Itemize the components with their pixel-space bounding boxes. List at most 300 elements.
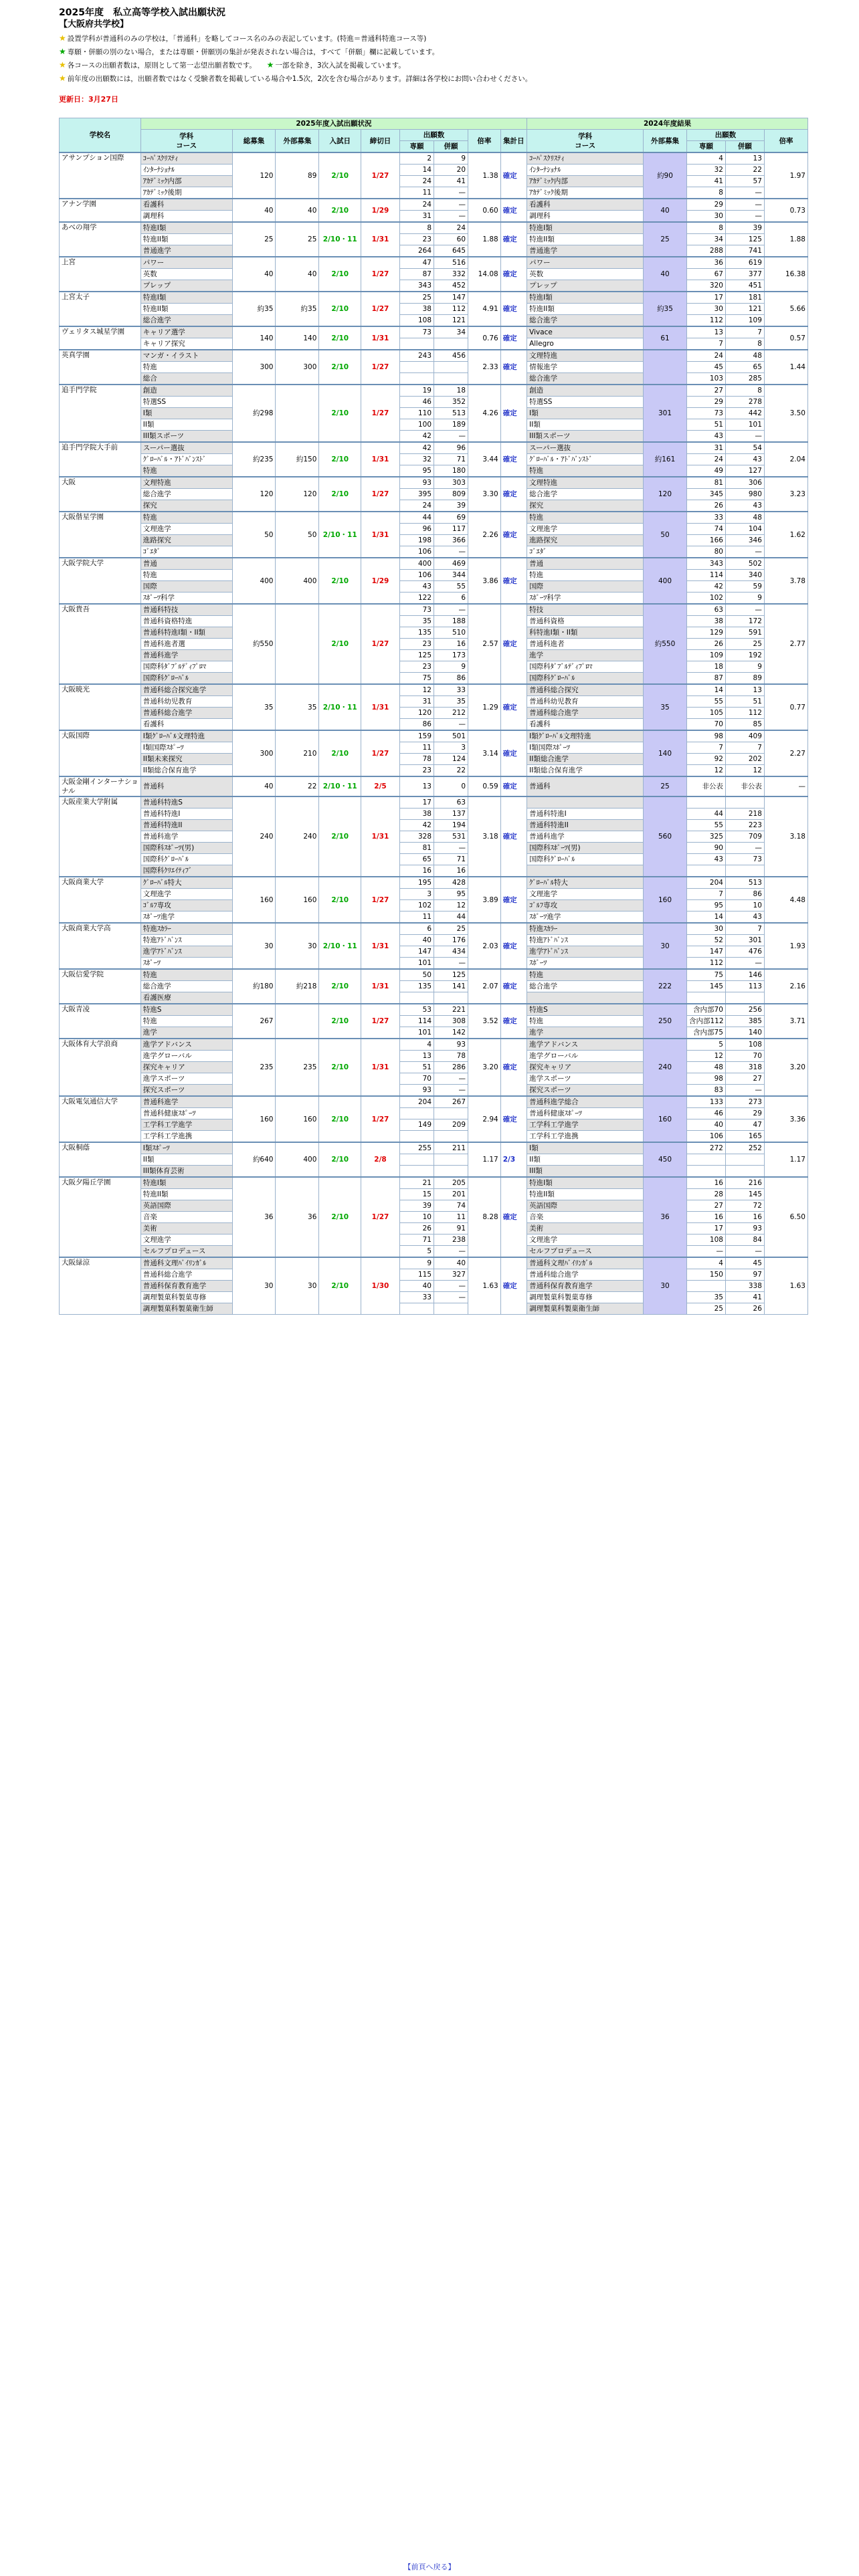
school-name: 大阪青凌 bbox=[60, 1004, 141, 1039]
hei24-count: 218 bbox=[725, 809, 764, 820]
hei24-count: 741 bbox=[725, 245, 764, 257]
sen24-count: 27 bbox=[686, 385, 725, 397]
sen24-count: 108 bbox=[686, 1235, 725, 1246]
sen24-count: 75 bbox=[686, 969, 725, 981]
external-cell: 約35 bbox=[276, 292, 319, 326]
heigan-count: 452 bbox=[434, 280, 468, 292]
ratio-cell: 2.57 bbox=[468, 604, 501, 684]
heigan-count: 3 bbox=[434, 742, 468, 754]
exam-date: 2/10 bbox=[319, 1142, 361, 1177]
sen24-count bbox=[686, 1281, 725, 1292]
course24-name: 探究 bbox=[527, 500, 644, 512]
heigan-count: 91 bbox=[434, 1223, 468, 1235]
sen24-count: 129 bbox=[686, 627, 725, 639]
table-row bbox=[60, 304, 808, 315]
external-cell: 40 bbox=[276, 257, 319, 292]
course24-name: 工学科工学進携 bbox=[527, 1131, 644, 1143]
capacity-cell: 30 bbox=[232, 923, 276, 969]
tally-cell: 確定 bbox=[500, 1257, 527, 1315]
course-name: 普通科幼児教育 bbox=[140, 696, 232, 708]
hei24-count: 591 bbox=[725, 627, 764, 639]
heigan-count: — bbox=[434, 719, 468, 731]
sengan-count: 43 bbox=[399, 581, 434, 593]
ratio24-cell: 5.66 bbox=[764, 292, 807, 326]
sengan-count: 40 bbox=[399, 1281, 434, 1292]
exam-date: 2/10 bbox=[319, 292, 361, 326]
course-name: 普通科進学 bbox=[140, 831, 232, 843]
table-row bbox=[60, 719, 808, 731]
heigan-count: 44 bbox=[434, 911, 468, 924]
course-name: プレップ bbox=[140, 280, 232, 292]
course24-name: II類総合進学 bbox=[527, 754, 644, 765]
hei24-count bbox=[725, 1166, 764, 1178]
course24-name: 美術 bbox=[527, 1223, 644, 1235]
heigan-count: 211 bbox=[434, 1142, 468, 1154]
sengan-count: 73 bbox=[399, 326, 434, 338]
table-row bbox=[60, 1200, 808, 1212]
sen24-count: 98 bbox=[686, 1073, 725, 1085]
hei24-count: 73 bbox=[725, 854, 764, 865]
tally-cell: 確定 bbox=[500, 923, 527, 969]
course-name: 進学アドバンス bbox=[140, 1039, 232, 1051]
heigan-count: — bbox=[434, 1281, 468, 1292]
ratio24-cell: 3.36 bbox=[764, 1096, 807, 1142]
course-name: I類ｽﾎﾟｰﾂ bbox=[140, 1142, 232, 1154]
school-name: 大阪商業大学高 bbox=[60, 923, 141, 969]
sen24-count: 288 bbox=[686, 245, 725, 257]
heigan-count: 39 bbox=[434, 500, 468, 512]
ext24-cell: 40 bbox=[644, 257, 687, 292]
sengan-count bbox=[399, 1108, 434, 1119]
ratio-cell: 1.38 bbox=[468, 152, 501, 199]
heigan-count: — bbox=[434, 431, 468, 443]
sengan-count: 87 bbox=[399, 269, 434, 280]
course-name: 特進S bbox=[140, 1004, 232, 1016]
sen24-count: 32 bbox=[686, 165, 725, 176]
course-name: ｱｶﾃﾞﾐｯｸ後期 bbox=[140, 187, 232, 199]
sen24-count: 14 bbox=[686, 684, 725, 696]
hei24-count: 980 bbox=[725, 489, 764, 500]
heigan-count: 212 bbox=[434, 708, 468, 719]
table-row bbox=[60, 969, 808, 981]
course-name: 探究 bbox=[140, 500, 232, 512]
close-date: 1/27 bbox=[361, 604, 400, 684]
sen24-count: 29 bbox=[686, 397, 725, 408]
hei24-count bbox=[725, 992, 764, 1004]
table-row bbox=[60, 454, 808, 465]
ratio24-cell: 1.62 bbox=[764, 512, 807, 558]
sen24-count: 325 bbox=[686, 831, 725, 843]
sengan-count bbox=[399, 373, 434, 385]
sengan-count: 23 bbox=[399, 639, 434, 650]
course24-name: 英数 bbox=[527, 269, 644, 280]
table-row bbox=[60, 831, 808, 843]
school-name: アナン学園 bbox=[60, 199, 141, 222]
heigan-count: 125 bbox=[434, 969, 468, 981]
close-date: 1/31 bbox=[361, 222, 400, 257]
ext24-cell: 450 bbox=[644, 1142, 687, 1177]
course-name: 探究キャリア bbox=[140, 1062, 232, 1073]
course-name: II類 bbox=[140, 419, 232, 431]
close-date: 1/27 bbox=[361, 350, 400, 385]
ext24-cell: 250 bbox=[644, 1004, 687, 1039]
course-name: 看護医療 bbox=[140, 992, 232, 1004]
sen24-count: 31 bbox=[686, 442, 725, 454]
sengan-count: 106 bbox=[399, 546, 434, 558]
sengan-count: 108 bbox=[399, 315, 434, 327]
course-name: 特選SS bbox=[140, 397, 232, 408]
sen24-count: 17 bbox=[686, 292, 725, 304]
table-row bbox=[60, 187, 808, 199]
course24-name: 普通科進者 bbox=[527, 639, 644, 650]
hei24-count bbox=[725, 1154, 764, 1166]
hei24-count: 84 bbox=[725, 1235, 764, 1246]
table-row bbox=[60, 338, 808, 350]
hei24-count: 409 bbox=[725, 730, 764, 742]
close-date: 1/27 bbox=[361, 1096, 400, 1142]
course-name: 文理特進 bbox=[140, 477, 232, 489]
heigan-count: 531 bbox=[434, 831, 468, 843]
hei24-count: 13 bbox=[725, 152, 764, 165]
capacity-cell: 300 bbox=[232, 730, 276, 776]
close-date: 1/31 bbox=[361, 923, 400, 969]
col-external: 外部募集 bbox=[276, 130, 319, 153]
back-link[interactable]: 【前頁へ戻る】 bbox=[403, 2563, 456, 2571]
table-row bbox=[60, 854, 808, 865]
exam-date: 2/10 bbox=[319, 199, 361, 222]
tally-cell: 確定 bbox=[500, 199, 527, 222]
capacity-cell: 35 bbox=[232, 684, 276, 730]
exam-date: 2/10・11 bbox=[319, 776, 361, 796]
capacity-cell: 400 bbox=[232, 558, 276, 604]
ext24-cell: 約35 bbox=[644, 292, 687, 326]
course24-name: II類 bbox=[527, 1154, 644, 1166]
ratio-cell: 2.94 bbox=[468, 1096, 501, 1142]
sengan-count: 31 bbox=[399, 211, 434, 223]
heigan-count: 93 bbox=[434, 1039, 468, 1051]
ratio24-cell: 1.17 bbox=[764, 1142, 807, 1177]
ratio-cell: 2.03 bbox=[468, 923, 501, 969]
close-date: 1/27 bbox=[361, 877, 400, 923]
sengan-count: 95 bbox=[399, 465, 434, 477]
sen24-count: 30 bbox=[686, 923, 725, 935]
exam-date: 2/10 bbox=[319, 1096, 361, 1142]
hei24-count: 8 bbox=[725, 338, 764, 350]
hei24-count: 9 bbox=[725, 593, 764, 605]
sengan-count bbox=[399, 1166, 434, 1178]
ext24-cell: 35 bbox=[644, 684, 687, 730]
hei24-count: 8 bbox=[725, 385, 764, 397]
course-name: 総合進学 bbox=[140, 981, 232, 992]
sengan-count: 75 bbox=[399, 673, 434, 685]
course-name: 工学科工学進学 bbox=[140, 1119, 232, 1131]
school-name: 大阪商業大学 bbox=[60, 877, 141, 923]
sengan-count: 86 bbox=[399, 719, 434, 731]
sengan-count: 122 bbox=[399, 593, 434, 605]
sen24-count: 106 bbox=[686, 1131, 725, 1143]
table-row bbox=[60, 1051, 808, 1062]
capacity-cell: 約235 bbox=[232, 442, 276, 477]
course24-name: I類ｸﾞﾛｰﾊﾞﾙ文理特進 bbox=[527, 730, 644, 742]
heigan-count: 501 bbox=[434, 730, 468, 742]
external-cell: 140 bbox=[276, 326, 319, 350]
hei24-count: 145 bbox=[725, 1189, 764, 1200]
hei24-count: 442 bbox=[725, 408, 764, 419]
sen24-count: 343 bbox=[686, 558, 725, 570]
course24-name: 特進 bbox=[527, 1016, 644, 1027]
sengan-count: 40 bbox=[399, 935, 434, 946]
heigan-count: 20 bbox=[434, 165, 468, 176]
heigan-count: 9 bbox=[434, 152, 468, 165]
sengan-count: 102 bbox=[399, 900, 434, 911]
course24-name: 特進 bbox=[527, 512, 644, 524]
course-name: 進学ｱﾄﾞﾊﾞﾝｽ bbox=[140, 946, 232, 958]
hei24-count: 113 bbox=[725, 981, 764, 992]
hei24-count: 513 bbox=[725, 877, 764, 889]
course24-name: 普通科進学 bbox=[527, 831, 644, 843]
external-cell: 120 bbox=[276, 477, 319, 512]
hei24-count: 48 bbox=[725, 350, 764, 362]
ext24-cell: 140 bbox=[644, 730, 687, 776]
course24-name: Allegro bbox=[527, 338, 644, 350]
course24-name: 特技 bbox=[527, 604, 644, 616]
sen24-count: 含内部70 bbox=[686, 1004, 725, 1016]
sen24-count: 112 bbox=[686, 958, 725, 970]
sen24-count: 92 bbox=[686, 754, 725, 765]
table-row bbox=[60, 581, 808, 593]
course-name: 総合進学 bbox=[140, 489, 232, 500]
exam-date: 2/10・11 bbox=[319, 923, 361, 969]
course-name: ｺﾞｴﾀﾞ bbox=[140, 546, 232, 558]
close-date: 2/5 bbox=[361, 776, 400, 796]
course24-name: 普通科 bbox=[527, 776, 644, 796]
course-name: 普通科 bbox=[140, 776, 232, 796]
table-row bbox=[60, 1027, 808, 1039]
sen24-count: 28 bbox=[686, 1189, 725, 1200]
sen24-count: 81 bbox=[686, 477, 725, 489]
ext24-cell: 400 bbox=[644, 558, 687, 604]
ratio24-cell: 2.16 bbox=[764, 969, 807, 1004]
capacity-cell: 25 bbox=[232, 222, 276, 257]
external-cell: 50 bbox=[276, 512, 319, 558]
hei24-count: 216 bbox=[725, 1177, 764, 1189]
heigan-count: 513 bbox=[434, 408, 468, 419]
admissions-table-wrap bbox=[59, 118, 808, 1315]
table-row bbox=[60, 1142, 808, 1154]
table-row bbox=[60, 199, 808, 211]
sengan-count: 24 bbox=[399, 176, 434, 187]
hei24-count: 101 bbox=[725, 419, 764, 431]
school-name: 大阪暁光 bbox=[60, 684, 141, 730]
course-name: 普通科総合探究進学 bbox=[140, 684, 232, 696]
ext24-cell: 240 bbox=[644, 1039, 687, 1096]
sengan-count: 46 bbox=[399, 397, 434, 408]
hei24-count: 43 bbox=[725, 500, 764, 512]
heigan-count bbox=[434, 373, 468, 385]
ratio-cell: 3.14 bbox=[468, 730, 501, 776]
course-name: 普通 bbox=[140, 558, 232, 570]
close-date: 1/27 bbox=[361, 152, 400, 199]
exam-date: 2/10 bbox=[319, 796, 361, 877]
heigan-count: 12 bbox=[434, 900, 468, 911]
table-row bbox=[60, 489, 808, 500]
sen24-count: 150 bbox=[686, 1269, 725, 1281]
exam-date: 2/10 bbox=[319, 326, 361, 350]
hei24-count: 25 bbox=[725, 639, 764, 650]
tally-cell: 確定 bbox=[500, 1096, 527, 1142]
school-name: 大阪国際 bbox=[60, 730, 141, 776]
sengan-count: 243 bbox=[399, 350, 434, 362]
course-name: 特進II類 bbox=[140, 1189, 232, 1200]
heigan-count: 117 bbox=[434, 524, 468, 535]
course-name: 国際科ﾀﾞﾌﾞﾙﾃﾞｨﾌﾟﾛﾏ bbox=[140, 661, 232, 673]
sen24-count: 5 bbox=[686, 1039, 725, 1051]
ext24-cell: 約550 bbox=[644, 604, 687, 684]
capacity-cell: 約550 bbox=[232, 604, 276, 684]
sen24-count: 26 bbox=[686, 639, 725, 650]
ext24-cell: 25 bbox=[644, 776, 687, 796]
course-name: I類ｸﾞﾛｰﾊﾞﾙ文理特進 bbox=[140, 730, 232, 742]
tally-cell: 確定 bbox=[500, 152, 527, 199]
heigan-count: 25 bbox=[434, 923, 468, 935]
tally-cell: 確定 bbox=[500, 877, 527, 923]
heigan-count bbox=[434, 362, 468, 373]
table-row bbox=[60, 684, 808, 696]
course24-name: I類国際ｽﾎﾟｰﾂ bbox=[527, 742, 644, 754]
sen24-count: 67 bbox=[686, 269, 725, 280]
hei24-count: 127 bbox=[725, 465, 764, 477]
table-row bbox=[60, 754, 808, 765]
ratio-cell: 0.60 bbox=[468, 199, 501, 222]
heigan-count: 22 bbox=[434, 765, 468, 777]
hei24-count: 7 bbox=[725, 326, 764, 338]
sen24-count: — bbox=[686, 1246, 725, 1258]
course-name: 普通科特進S bbox=[140, 796, 232, 809]
table-row bbox=[60, 1016, 808, 1027]
ratio24-cell: 2.27 bbox=[764, 730, 807, 776]
col-ratio: 倍率 bbox=[468, 130, 501, 153]
course-name: 特進I類 bbox=[140, 222, 232, 234]
external-cell: 160 bbox=[276, 1096, 319, 1142]
col-capacity: 総募集 bbox=[232, 130, 276, 153]
heigan-count: 141 bbox=[434, 981, 468, 992]
course24-name: 普通科保育教育進学 bbox=[527, 1281, 644, 1292]
ratio24-cell: 3.18 bbox=[764, 796, 807, 877]
sen24-count: 36 bbox=[686, 257, 725, 269]
sen24-count: 16 bbox=[686, 1177, 725, 1189]
sengan-count: 53 bbox=[399, 1004, 434, 1016]
course-name: ｽﾎﾟｰﾂ進学 bbox=[140, 911, 232, 924]
col-sengan: 専願 bbox=[399, 141, 434, 153]
course24-name: プレップ bbox=[527, 280, 644, 292]
table-row bbox=[60, 981, 808, 992]
table-row bbox=[60, 616, 808, 627]
exam-date: 2/10 bbox=[319, 350, 361, 385]
hei24-count: 104 bbox=[725, 524, 764, 535]
hei24-count: 59 bbox=[725, 581, 764, 593]
header bbox=[59, 7, 808, 112]
external-cell: 36 bbox=[276, 1177, 319, 1257]
region-title: 【大阪府共学校】 bbox=[59, 19, 129, 29]
tally-cell: 2/3 bbox=[500, 1142, 527, 1177]
col-tally: 集計日 bbox=[500, 130, 527, 153]
table-row bbox=[60, 546, 808, 558]
hei24-count: 93 bbox=[725, 1223, 764, 1235]
table-row bbox=[60, 245, 808, 257]
course24-name: パワー bbox=[527, 257, 644, 269]
tally-cell: 確定 bbox=[500, 512, 527, 558]
hei24-count: 26 bbox=[725, 1303, 764, 1315]
heigan-count: 6 bbox=[434, 593, 468, 605]
course24-name: 普通科幼児教育 bbox=[527, 696, 644, 708]
tally-cell: 確定 bbox=[500, 442, 527, 477]
heigan-count: 33 bbox=[434, 684, 468, 696]
course24-name: 普通科総合探究 bbox=[527, 684, 644, 696]
external-cell: 160 bbox=[276, 877, 319, 923]
hei24-count: 278 bbox=[725, 397, 764, 408]
ext24-cell: 25 bbox=[644, 222, 687, 257]
close-date: 1/27 bbox=[361, 730, 400, 776]
heigan-count: 516 bbox=[434, 257, 468, 269]
exam-date: 2/10 bbox=[319, 1004, 361, 1039]
heigan-count: 63 bbox=[434, 796, 468, 809]
external-cell: 22 bbox=[276, 776, 319, 796]
course24-name: II類 bbox=[527, 419, 644, 431]
hei24-count: 223 bbox=[725, 820, 764, 831]
sengan-count bbox=[399, 362, 434, 373]
table-row bbox=[60, 809, 808, 820]
course24-name: 特進II類 bbox=[527, 234, 644, 245]
ratio24-cell: 0.77 bbox=[764, 684, 807, 730]
sen24-count: 45 bbox=[686, 362, 725, 373]
course-name: 特進II類 bbox=[140, 234, 232, 245]
hei24-count: 85 bbox=[725, 719, 764, 731]
sen24-count: 98 bbox=[686, 730, 725, 742]
course-name: 国際 bbox=[140, 581, 232, 593]
exam-date: 2/10・11 bbox=[319, 512, 361, 558]
table-row bbox=[60, 269, 808, 280]
hei24-count: 51 bbox=[725, 696, 764, 708]
course24-name bbox=[527, 992, 644, 1004]
course-name: スーパー選抜 bbox=[140, 442, 232, 454]
capacity-cell: 約35 bbox=[232, 292, 276, 326]
sengan-count: 44 bbox=[399, 512, 434, 524]
sengan-count: 395 bbox=[399, 489, 434, 500]
school-name: ヴェリタス城星学園 bbox=[60, 326, 141, 350]
hei24-count: 181 bbox=[725, 292, 764, 304]
capacity-cell: 40 bbox=[232, 199, 276, 222]
course-name: I類国際ｽﾎﾟｰﾂ bbox=[140, 742, 232, 754]
tally-cell: 確定 bbox=[500, 776, 527, 796]
table-row bbox=[60, 776, 808, 796]
course-name: パワー bbox=[140, 257, 232, 269]
course24-name: 進学ｱﾄﾞﾊﾞﾝｽ bbox=[527, 946, 644, 958]
close-date: 1/27 bbox=[361, 257, 400, 292]
hei24-count: 301 bbox=[725, 935, 764, 946]
exam-date: 2/10 bbox=[319, 969, 361, 1004]
heigan-count: 205 bbox=[434, 1177, 468, 1189]
heigan-count: 352 bbox=[434, 397, 468, 408]
sen24-count: 87 bbox=[686, 673, 725, 685]
sen24-count: 90 bbox=[686, 843, 725, 854]
table-row bbox=[60, 992, 808, 1004]
table-row bbox=[60, 1223, 808, 1235]
course-name: 普通科進学 bbox=[140, 1096, 232, 1108]
note-3: ★ 各コースの出願者数は，原則として第一志望出願者数です。 ★ 一部を除き，3次入試を掲載しています。 bbox=[59, 60, 405, 70]
table-row bbox=[60, 512, 808, 524]
heigan-count: 16 bbox=[434, 639, 468, 650]
heigan-count: 55 bbox=[434, 581, 468, 593]
